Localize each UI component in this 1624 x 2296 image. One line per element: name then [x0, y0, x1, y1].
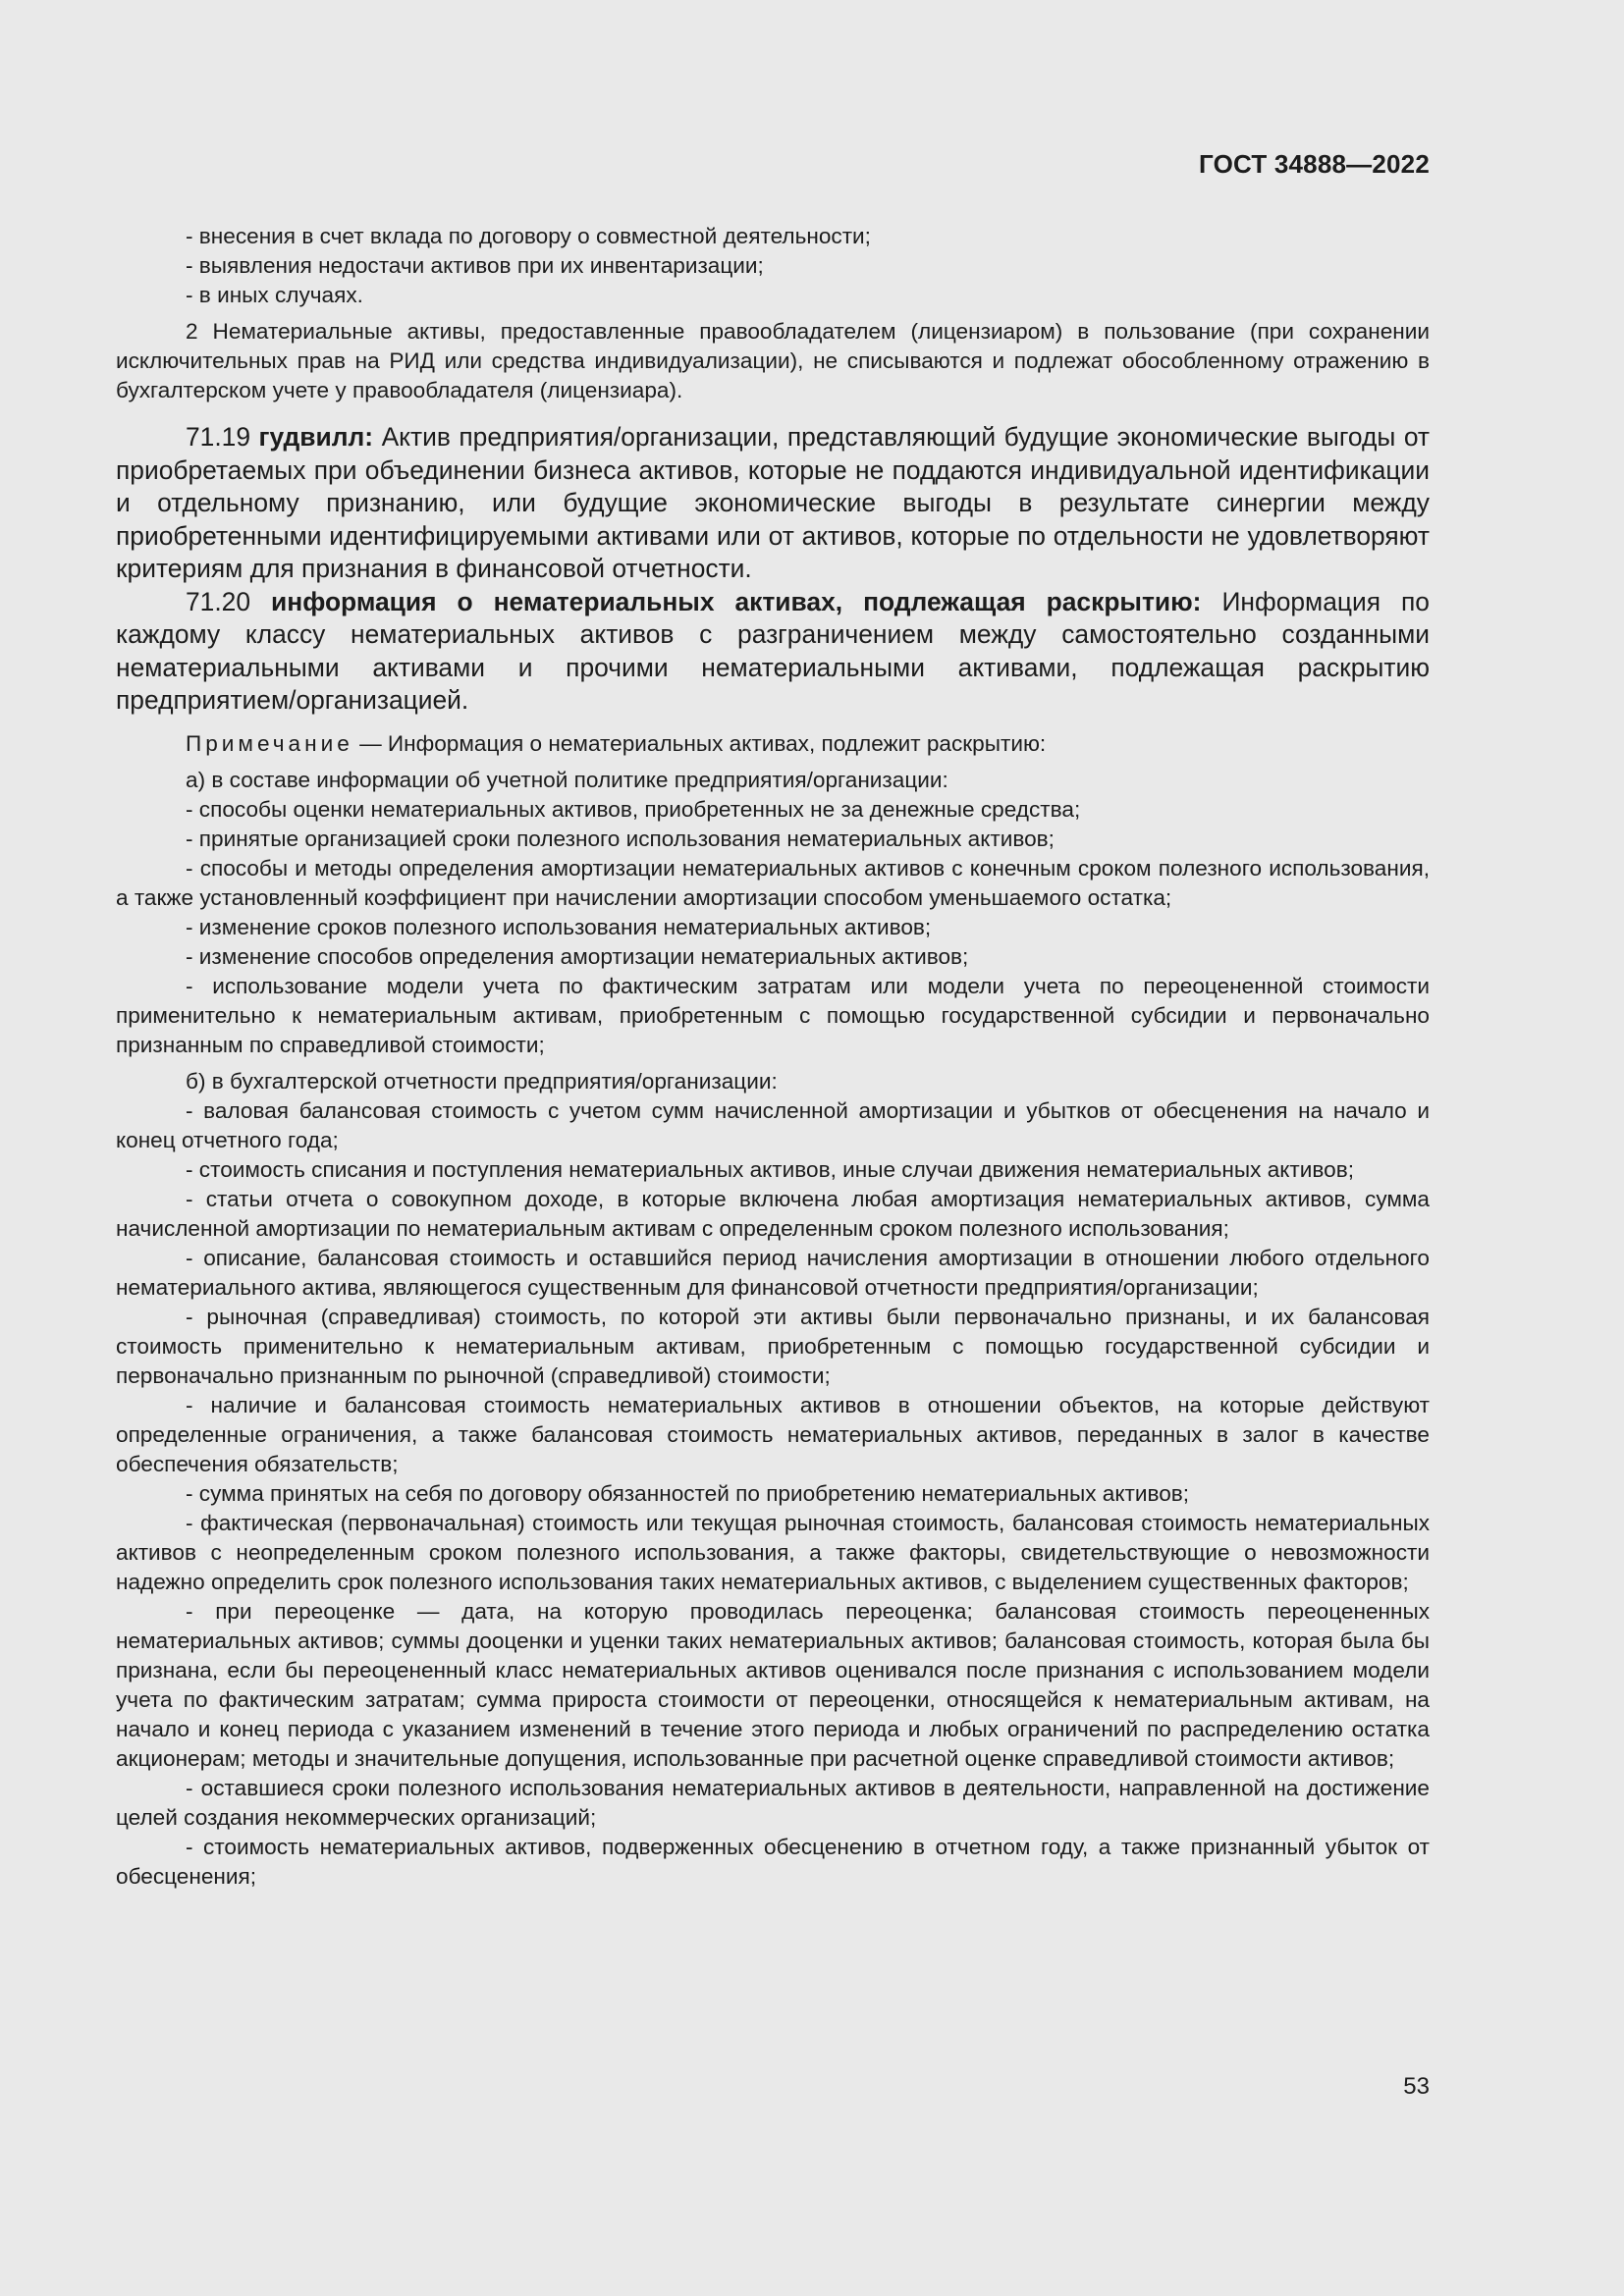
definition-number: 71.19 — [186, 422, 251, 452]
list-item: - стоимость нематериальных активов, подверженных обесценению в отчетном году, а также признанный убыток от обесценения; — [116, 1834, 1430, 1889]
definition-71-20 — [116, 586, 1430, 718]
list-item: - фактическая (первоначальная) стоимость или текущая рыночная стоимость, балансовая стоимость нематериальных активов с неопределенным сроком полезного использования, а также факторы, свидетельствующие о невозможности надежно определить срок полезного использования таких нематериальных активов, с выделением существенных факторов; — [116, 1510, 1430, 1594]
list-item: - использование модели учета по фактическим затратам или модели учета по переоцененной стоимости применительно к нематериальным активам, приобретенным с помощью государственной субсидии и первоначально признанным по справедливой стоимости; — [116, 973, 1430, 1057]
definition-term: гудвилл: — [258, 422, 374, 452]
section-b-heading: б) в бухгалтерской отчетности предприятия/организации: — [186, 1068, 778, 1094]
list-item: - наличие и балансовая стоимость нематериальных активов в отношении объектов, на которые действуют определенные ограничения, а также балансовая стоимость нематериальных активов, переданных в залог в качестве обеспечения обязательств; — [116, 1392, 1430, 1476]
list-item: - изменение способов определения амортизации нематериальных активов; — [186, 943, 969, 969]
list-item: - способы оценки нематериальных активов, приобретенных не за денежные средства; — [186, 796, 1081, 822]
page-content — [116, 222, 1430, 1892]
definition-71-19 — [116, 421, 1430, 586]
list-item: - выявления недостачи активов при их инвентаризации; — [186, 253, 764, 278]
list-item: - статьи отчета о совокупном доходе, в которые включена любая амортизация нематериальных активов, сумма начисленной амортизации по нематериальным активам с определенным сроком полезного использования; — [116, 1186, 1430, 1241]
list-item: - принятые организацией сроки полезного использования нематериальных активов; — [186, 826, 1055, 851]
definition-text: Актив предприятия/организации, представляющий будущие экономические выгоды от приобретаемых при объединении бизнеса активов, которые не поддаются индивидуальной идентификации и отдельному признанию, или будущие экономические выгоды в результате синергии между приобретенными идентифицируемыми активами или от активов, которые по отдельности не удовлетворяют критериям для признания в финансовой отчетности. — [116, 422, 1430, 583]
note-label: Примечание — [186, 730, 353, 756]
section-a-heading: а) в составе информации об учетной политике предприятия/организации: — [186, 767, 948, 792]
list-item: - в иных случаях. — [186, 283, 363, 307]
list-item: - оставшиеся сроки полезного использования нематериальных активов в деятельности, направленной на достижение целей создания некоммерческих организаций; — [116, 1775, 1430, 1830]
definition-term: информация о нематериальных активах, подлежащая раскрытию: — [271, 586, 1202, 616]
note-2: 2 Нематериальные активы, предоставленные правообладателем (лицензиаром) в пользование (при сохранении исключительных прав на РИД или средства индивидуализации), не списываются и подлежат обособленному отражению в бухгалтерском учете у правообладателя (лицензиара). — [116, 319, 1430, 402]
top-list — [116, 222, 1430, 405]
list-item: - внесения в счет вклада по договору о совместной деятельности; — [186, 224, 871, 248]
list-item: - рыночная (справедливая) стоимость, по которой эти активы были первоначально признаны, и их балансовая стоимость применительно к нематериальным активам, приобретенным с помощью государственной субсидии и первоначально признанным по рыночной (справедливой) стоимости; — [116, 1304, 1430, 1388]
list-item: - валовая балансовая стоимость с учетом сумм начисленной амортизации и убытков от обесценения на начало и конец отчетного года; — [116, 1097, 1430, 1152]
note-block — [116, 729, 1430, 1892]
list-item: - изменение сроков полезного использования нематериальных активов; — [186, 914, 932, 939]
list-item: - при переоценке — дата, на которую проводилась переоценка; балансовая стоимость переоцененных нематериальных активов; суммы дооценки и уценки таких нематериальных активов; балансовая стоимость, которая была бы признана, если бы переоцененный класс нематериальных активов оценивался после признания с использованием модели учета по фактическим затратам; сумма прироста стоимости от переоценки, относящейся к нематериальным активам, на начало и конец периода с указанием изменений в течение этого периода и любых ограничений по распределению остатка акционерам; методы и значительные допущения, использованные при расчетной оценке справедливой стоимости активов; — [116, 1598, 1430, 1771]
document-header: ГОСТ 34888—2022 — [1199, 149, 1430, 179]
list-item: - стоимость списания и поступления нематериальных активов, иные случаи движения нематериальных активов; — [186, 1156, 1354, 1182]
list-item: - описание, балансовая стоимость и оставшийся период начисления амортизации в отношении любого отдельного нематериального актива, являющегося существенным для финансовой отчетности предприятия/организации; — [116, 1245, 1430, 1300]
page-number: 53 — [1403, 2073, 1430, 2100]
list-item: - сумма принятых на себя по договору обязанностей по приобретению нематериальных активов; — [186, 1480, 1190, 1506]
note-text: — Информация о нематериальных активах, подлежит раскрытию: — [359, 730, 1047, 756]
definition-text: Информация по каждому классу нематериальных активов с разграничением между самостоятельно созданными нематериальными активами и прочими нематериальными активами, подлежащая раскрытию предприятием/организацией. — [116, 586, 1430, 715]
definition-number: 71.20 — [186, 586, 251, 616]
list-item: - способы и методы определения амортизации нематериальных активов с конечным сроком полезного использования, а также установленный коэффициент при начислении амортизации способом уменьшаемого остатка; — [116, 855, 1430, 910]
